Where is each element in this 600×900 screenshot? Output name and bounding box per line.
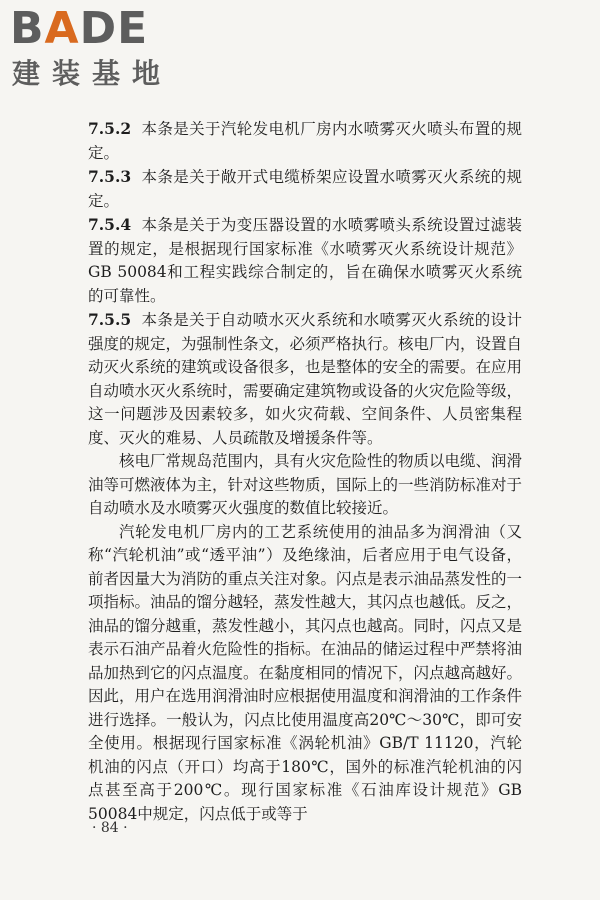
clause-7-5-3 bbox=[88, 165, 522, 213]
logo-wordmark bbox=[10, 4, 148, 54]
clause-text: 本条是关于汽轮发电机厂房内水喷雾灭火喷头布置的规定。 bbox=[88, 120, 522, 162]
paragraph-lubricating-oil: 汽轮发电机厂房内的工艺系统使用的油品多为润滑油（又称“汽轮机油”或“透平油”）及绝缘油，后者应用于电气设备，前者因量大为消防的重点关注对象。闪点是表示油品蒸发性的一项指标。油品的馏分越轻，蒸发性越大，其闪点也越低。反之，油品的馏分越重，蒸发性越小，其闪点也越高。同时，闪点又是表示石油产品着火危险性的指标。在油品的储运过程中严禁将油品加热到它的闪点温度。在黏度相同的情况下，闪点越高越好。因此，用户在选用润滑油时应根据使用温度和润滑油的工作条件进行选择。一般认为，闪点比使用温度高20℃～30℃，即可安全使用。根据现行国家标准《涡轮机油》GB/T 11120，汽轮机油的闪点（开口）均高于180℃，国外的标准汽轮机油的闪点甚至高于200℃。现行国家标准《石油库设计规范》GB 50084中规定，闪点低于或等于 bbox=[88, 522, 523, 823]
logo-letters-de: DE bbox=[79, 3, 149, 54]
logo-letter-a-accent: A bbox=[44, 3, 80, 54]
clause-7-5-2 bbox=[88, 117, 522, 165]
clause-7-5-4 bbox=[88, 213, 522, 308]
logo-subtitle: 建装基地 bbox=[12, 57, 173, 90]
paragraph-fire-materials: 核电厂常规岛范围内，具有火灾危险性的物质以电缆、润滑油等可燃液体为主，针对这些物质，国际上的一些消防标准对于自动喷水及水喷雾灭火强度的数值比较接近。 bbox=[88, 452, 523, 517]
clause-number: 7.5.4 bbox=[88, 215, 132, 234]
document-body bbox=[88, 117, 522, 826]
clause-text: 本条是关于为变压器设置的水喷雾喷头系统设置过滤装置的规定，是根据现行国家标准《水喷雾灭火系统设计规范》GB 50084和工程实践综合制定的，旨在确保水喷雾灭火系统的可靠性。 bbox=[88, 216, 522, 305]
clause-number: 7.5.2 bbox=[88, 119, 132, 138]
clause-text: 本条是关于自动喷水灭火系统和水喷雾灭火系统的设计强度的规定，为强制性条文，必须严格执行。核电厂内，设置自动灭火系统的建筑或设备很多，也是整体的安全的需要。在应用自动喷水灭火系统时，需要确定建筑物或设备的火灾危险等级，这一问题涉及因素较多，如火灾荷载、空间条件、人员密集程度、灭火的难易、人员疏散及增援条件等。 bbox=[88, 311, 523, 447]
clause-number: 7.5.3 bbox=[88, 167, 132, 186]
clause-7-5-5 bbox=[88, 308, 522, 450]
bade-logo bbox=[10, 4, 180, 94]
page-number: · 84 · bbox=[92, 820, 128, 836]
clause-text: 本条是关于敞开式电缆桥架应设置水喷雾灭火系统的规定。 bbox=[88, 168, 522, 210]
clause-number: 7.5.5 bbox=[88, 310, 132, 329]
logo-letter-b: B bbox=[10, 3, 45, 54]
